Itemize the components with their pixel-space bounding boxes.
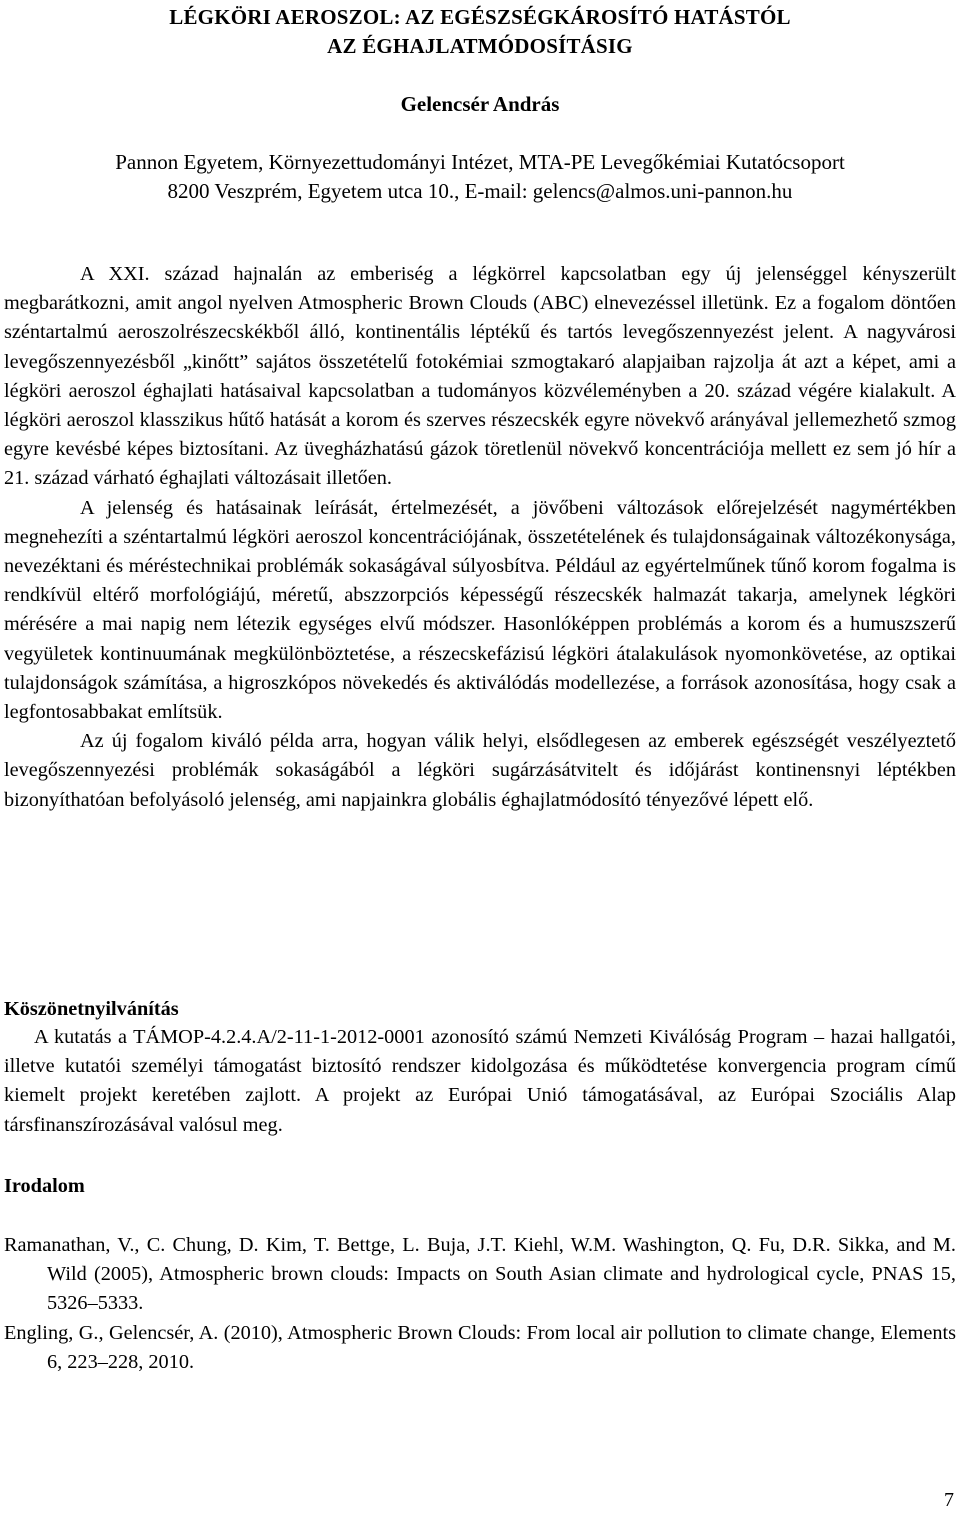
body-paragraph: A XXI. század hajnalán az emberiség a légkörrel kapcsolatban egy új jelenséggel kényszerült megbarátkozni, amit angol nyelven Atmospheric Brown Clouds (ABC) elnevezéssel illetünk. Ez a fogalom döntően széntartalmú aeroszolrészecskékből álló, kontinentális léptékű és tartós levegőszennyezést jelent. A nagyvárosi levegőszennyezésből „kinőtt” sajátos összetételű fotokémiai szmogtakaró alapjaiban rajzolja át azt a képet, ami a légköri aeroszol éghajlati hatásaival kapcsolatban a tudományos közvéleményben a 20. század végére kialakult. A légköri aeroszol klasszikus hűtő hatását a korom és szerves részecskék egyre növekvő arányával jellemezhető szmog egyre kevésbé képes biztosítani. Az üvegházhatású gázok töretlenül növekvő koncentrációja mellett ez sem jó hír a 21. század várható éghajlati változásait illetően.	[4, 263, 956, 490]
reference-item: Ramanathan, V., C. Chung, D. Kim, T. Bettge, L. Buja, J.T. Kiehl, W.M. Washington, Q. Fu, D.R. Sikka, and M. Wild (2005), Atmospheric brown clouds: Impacts on South Asian climate and hydrological cycle, PNAS 15, 5326–5333.	[4, 1234, 956, 1315]
author-name: Gelencsér András	[400, 92, 560, 116]
acknowledgement-heading: Köszönetnyilvánítás	[4, 998, 179, 1020]
title-line-2: AZ ÉGHAJLATMÓDOSÍTÁSIG	[327, 34, 633, 58]
acknowledgement-section	[4, 1023, 956, 1140]
references-heading: Irodalom	[4, 1175, 85, 1197]
affiliation-line-1: Pannon Egyetem, Környezettudományi Intézet, MTA-PE Levegőkémiai Kutatócsoport	[115, 150, 845, 174]
title-line-1: LÉGKÖRI AEROSZOL: AZ EGÉSZSÉGKÁROSÍTÓ HATÁSTÓL	[169, 5, 791, 29]
page-number: 7	[944, 1489, 954, 1511]
abstract-body	[4, 260, 956, 815]
affiliation-line-2: 8200 Veszprém, Egyetem utca 10., E-mail: gelencs@almos.uni-pannon.hu	[167, 179, 793, 203]
body-paragraph: A jelenség és hatásainak leírását, értelmezését, a jövőbeni változások előrejelzését nagymértékben megnehezíti a széntartalmú légköri aeroszol koncentrációjának, összetételének és tulajdonságainak változékonysága, nevezéktani és méréstechnikai problémák sokaságával súlyosbítva. Például az egyértelműnek tűnő korom fogalma is rendkívül eltérő morfológiájú, méretű, abszzorpciós képességű részecskék halmazát takarja, amelynek légköri mérésére a mai napig nem létezik egységes elvű módszer. Hasonlóképpen problémás a korom és a humuszszerű vegyületek kontinuumának megkülönböztetése, a részecskefázisú légköri átalakulások nyomonkövetése, az optikai tulajdonságok számítása, a higroszkópos növekedés és aktiválódás modellezése, a források azonosítása, hogy csak a legfontosabbakat említsük.	[4, 496, 956, 724]
references-list	[4, 1231, 956, 1377]
reference-item: Engling, G., Gelencsér, A. (2010), Atmospheric Brown Clouds: From local air pollution to climate change, Elements 6, 223–228, 2010.	[4, 1321, 956, 1373]
acknowledgement-text: A kutatás a TÁMOP-4.2.4.A/2-11-1-2012-0001 azonosító számú Nemzeti Kiválóság Program – hazai hallgatói, illetve kutatói személyi támogatást biztosító rendszer kidolgozása és működtetése konvergencia program című kiemelt projekt keretében zajlott. A projekt az Európai Unió támogatásával, az Európai Szociális Alap társfinanszírozásával valósul meg.	[4, 1026, 956, 1136]
body-paragraph: Az új fogalom kiváló példa arra, hogyan válik helyi, elsődlegesen az emberek egészségét veszélyeztető levegőszennyezési problémák sokaságából a légköri sugárzásátvitelt és időjárást kontinensnyi léptékben bizonyíthatóan befolyásoló jelenség, ami napjainkra globális éghajlatmódosító tényezővé lépett elő.	[4, 730, 956, 811]
